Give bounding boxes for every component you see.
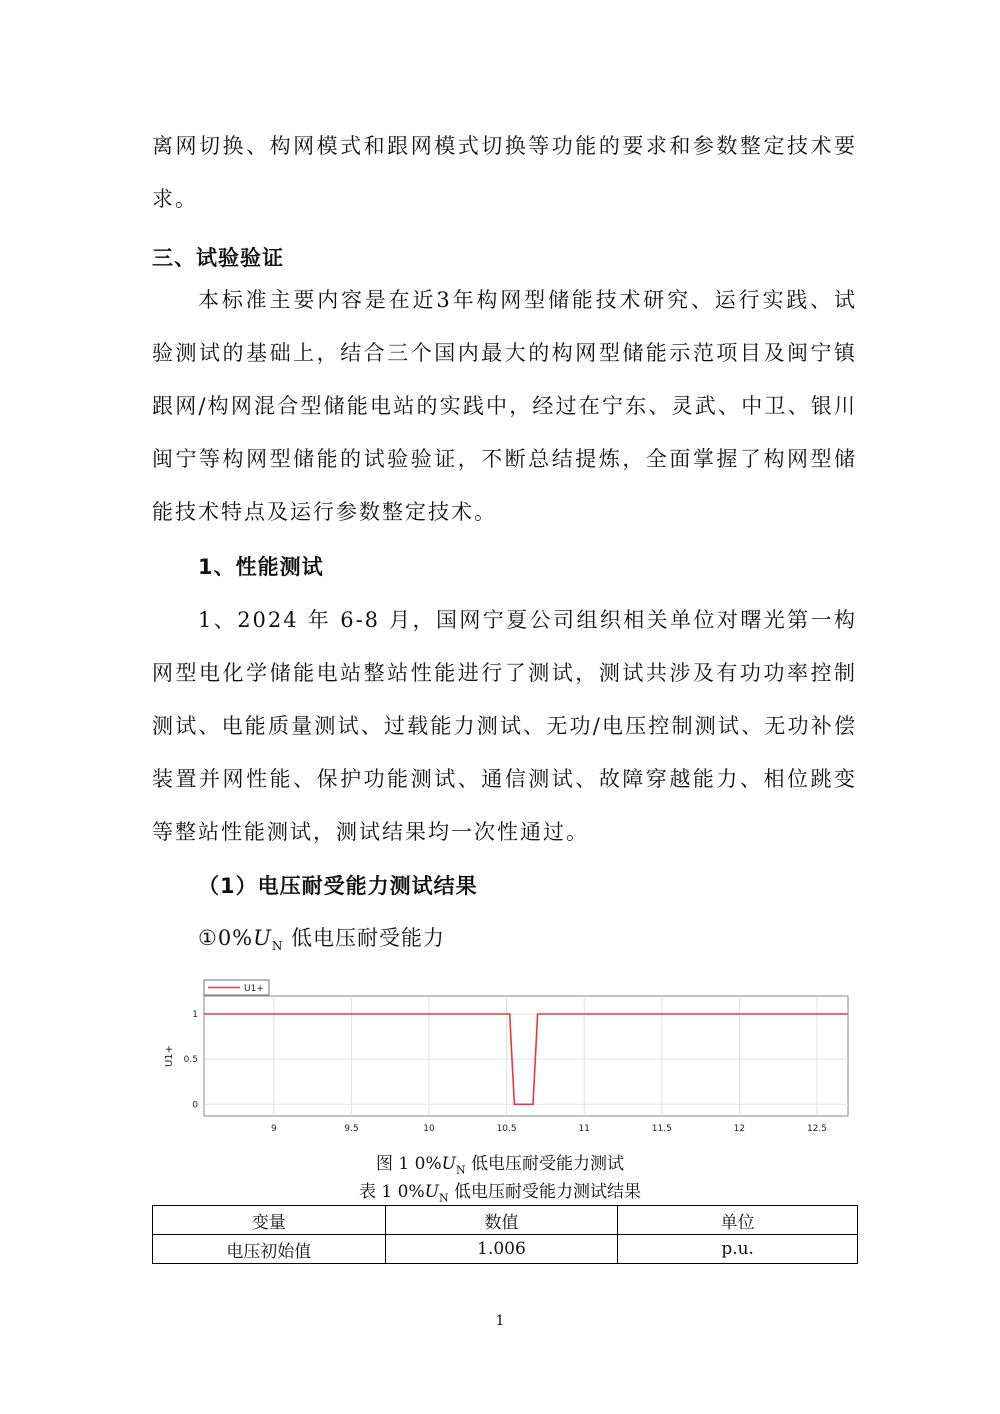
figure-caption-prefix: 图 1 0% [376,1154,442,1174]
subitem-subscript: N [271,939,284,954]
table-cell: 电压初始值 [153,1235,386,1264]
legend [204,980,269,995]
x-tick-label: 10 [423,1124,435,1134]
subitem-prefix: ①0% [198,926,254,950]
subitem-suffix: 低电压耐受能力 [283,926,446,950]
page-number: 1 [495,1313,505,1329]
table-header-cell: 变量 [153,1206,386,1235]
paragraph-performance-test: 1、2024 年 6-8 月，国网宁夏公司组织相关单位对曙光第一构网型电化学储能电站整站性能进行了测试，测试共涉及有功功率控制测试、电能质量测试、过载能力测试、无功/电压控制测试、无功补偿装置并网性能、保护功能测试、通信测试、故障穿越能力、相位跳变等整站性能测试，测试结果均一次性通过。 [152,608,857,844]
x-tick-label: 9 [270,1124,277,1134]
table-header-cell: 单位 [618,1206,858,1235]
table-header-cell: 数值 [385,1206,618,1235]
figure-caption-subscript: N [455,1163,466,1177]
table-caption-prefix: 表 1 0% [359,1182,425,1202]
paragraph-intro-end: 离网切换、构网模式和跟网模式切换等功能的要求和参数整定技术要求。 [152,134,857,211]
y-tick-label: 0.5 [183,1055,198,1066]
subsection-heading-performance: 1、性能测试 [198,555,324,579]
subitem-low-voltage [198,922,445,953]
y-axis-label: U1+ [164,1044,175,1068]
legend-label: U1+ [244,984,264,994]
table-caption-subscript: N [438,1191,449,1205]
y-tick-label: 0 [192,1100,198,1111]
table-cell: p.u. [618,1235,858,1264]
figure-caption-suffix: 低电压耐受能力测试 [465,1154,624,1174]
section-heading-test-verification: 三、试验验证 [152,246,284,270]
table-header-row [153,1206,858,1235]
subitem-symbol: U [253,926,272,950]
x-tick-label: 12.5 [806,1124,827,1134]
figure-caption [0,1149,1000,1176]
figure-caption-symbol: U [441,1154,456,1174]
paragraph-standard-content: 本标准主要内容是在近3年构网型储能技术研究、运行实践、试验测试的基础上，结合三个国内最大的构网型储能示范项目及闽宁镇跟网/构网混合型储能电站的实践中，经过在宁东、灵武、中卫、银川闽宁等构网型储能的试验验证，不断总结提炼，全面掌握了构网型储能技术特点及运行参数整定技术。 [152,288,857,524]
x-tick-label: 10.5 [496,1124,517,1134]
y-tick-label: 1 [192,1010,198,1021]
table-cell: 1.006 [385,1235,618,1264]
voltage-chart [160,972,860,1142]
table-row [153,1235,858,1264]
table-caption-suffix: 低电压耐受能力测试结果 [448,1182,641,1202]
results-table [152,1205,858,1264]
x-tick-label: 11.5 [651,1124,672,1134]
x-tick-label: 12 [733,1124,746,1134]
x-tick-label: 9.5 [344,1124,359,1134]
x-tick-label: 11 [578,1124,590,1134]
table-caption [0,1177,1000,1204]
table-caption-symbol: U [424,1182,439,1202]
item-heading-voltage-tolerance: （1）电压耐受能力测试结果 [198,874,478,898]
